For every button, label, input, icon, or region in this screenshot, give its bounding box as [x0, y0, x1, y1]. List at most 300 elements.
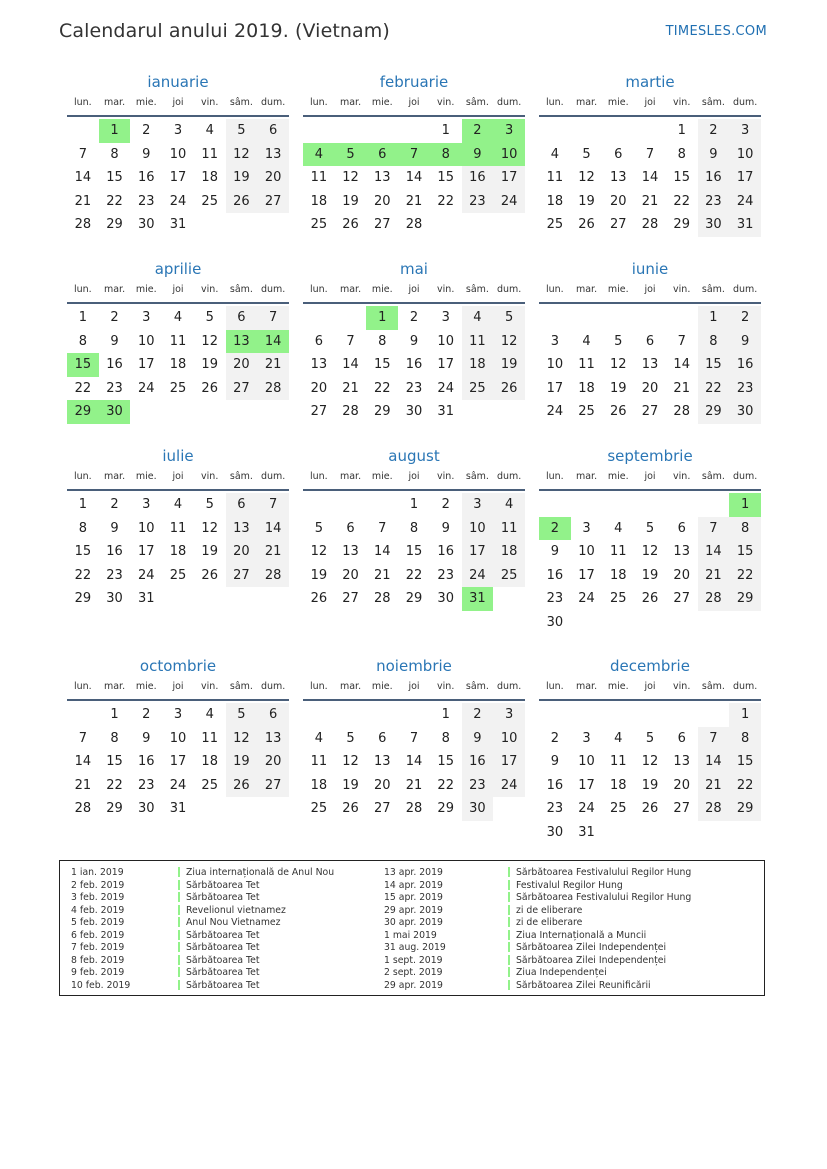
day-cell[interactable]: 6: [257, 119, 289, 143]
day-cell[interactable]: 6: [226, 306, 258, 330]
day-cell[interactable]: 27: [641, 404, 659, 419]
day-cell[interactable]: 15: [405, 544, 423, 559]
day-cell[interactable]: 25: [610, 591, 627, 606]
holiday-day-cell[interactable]: 2: [539, 517, 571, 541]
day-cell[interactable]: 18: [610, 567, 627, 583]
day-cell[interactable]: 2: [729, 306, 761, 330]
day-cell[interactable]: 22: [374, 380, 391, 396]
day-cell[interactable]: 26: [310, 591, 328, 606]
day-cell[interactable]: 19: [342, 777, 359, 793]
day-cell[interactable]: 29: [437, 801, 454, 816]
day-cell[interactable]: 24: [169, 193, 187, 209]
day-cell[interactable]: 4: [205, 123, 214, 138]
day-cell[interactable]: 25: [201, 777, 218, 793]
day-cell[interactable]: 10: [169, 146, 187, 162]
day-cell[interactable]: 16: [405, 357, 423, 372]
day-cell[interactable]: 26: [201, 380, 218, 396]
day-cell[interactable]: 7: [257, 306, 289, 330]
day-cell[interactable]: 4: [493, 493, 525, 517]
day-cell[interactable]: 13: [257, 143, 289, 167]
day-cell[interactable]: 24: [729, 190, 761, 214]
day-cell[interactable]: 5: [205, 310, 214, 325]
day-cell[interactable]: 17: [138, 357, 155, 372]
day-cell[interactable]: 20: [641, 380, 659, 396]
day-cell[interactable]: 2: [142, 707, 151, 722]
day-cell[interactable]: 8: [78, 333, 87, 349]
day-cell[interactable]: 10: [437, 333, 454, 349]
day-cell[interactable]: 18: [578, 380, 595, 396]
day-cell[interactable]: 25: [169, 380, 187, 396]
day-cell[interactable]: 8: [677, 146, 686, 162]
holiday-day-cell[interactable]: 6: [366, 143, 398, 167]
day-cell[interactable]: 18: [493, 540, 525, 564]
day-cell[interactable]: 17: [546, 380, 564, 396]
day-cell[interactable]: 17: [138, 544, 155, 559]
day-cell[interactable]: 15: [698, 353, 730, 377]
day-cell[interactable]: 18: [169, 544, 187, 559]
day-cell[interactable]: 9: [142, 146, 151, 162]
day-cell[interactable]: 14: [698, 750, 730, 774]
day-cell[interactable]: 19: [493, 353, 525, 377]
holiday-day-cell[interactable]: 9: [462, 143, 494, 167]
day-cell[interactable]: 10: [578, 544, 595, 559]
day-cell[interactable]: 27: [673, 591, 690, 606]
day-cell[interactable]: 14: [405, 170, 423, 185]
day-cell[interactable]: 16: [437, 544, 454, 559]
day-cell[interactable]: 10: [138, 520, 155, 536]
day-cell[interactable]: 7: [698, 727, 730, 751]
day-cell[interactable]: 1: [729, 703, 761, 727]
day-cell[interactable]: 20: [673, 777, 690, 793]
day-cell[interactable]: 24: [546, 404, 564, 419]
day-cell[interactable]: 17: [578, 567, 595, 583]
day-cell[interactable]: 29: [673, 217, 690, 232]
day-cell[interactable]: 3: [550, 333, 559, 349]
day-cell[interactable]: 19: [342, 193, 359, 209]
day-cell[interactable]: 4: [462, 306, 494, 330]
day-cell[interactable]: 6: [677, 730, 686, 746]
day-cell[interactable]: 20: [226, 540, 258, 564]
day-cell[interactable]: 7: [409, 730, 419, 746]
day-cell[interactable]: 8: [441, 730, 450, 746]
day-cell[interactable]: 26: [641, 801, 659, 816]
day-cell[interactable]: 2: [110, 497, 119, 512]
day-cell[interactable]: 9: [110, 333, 119, 349]
day-cell[interactable]: 22: [437, 777, 454, 793]
day-cell[interactable]: 14: [257, 517, 289, 541]
day-cell[interactable]: 26: [201, 567, 218, 583]
day-cell[interactable]: 10: [729, 143, 761, 167]
day-cell[interactable]: 21: [257, 540, 289, 564]
day-cell[interactable]: 15: [437, 754, 454, 769]
day-cell[interactable]: 30: [729, 400, 761, 424]
day-cell[interactable]: 8: [110, 146, 119, 162]
day-cell[interactable]: 24: [578, 591, 595, 606]
day-cell[interactable]: 4: [550, 146, 559, 162]
day-cell[interactable]: 21: [74, 193, 92, 209]
day-cell[interactable]: 26: [578, 217, 595, 232]
day-cell[interactable]: 31: [169, 801, 187, 816]
day-cell[interactable]: 30: [546, 824, 564, 840]
day-cell[interactable]: 15: [106, 170, 123, 185]
day-cell[interactable]: 20: [374, 777, 391, 793]
day-cell[interactable]: 18: [610, 777, 627, 793]
day-cell[interactable]: 28: [257, 564, 289, 588]
holiday-day-cell[interactable]: 7: [398, 143, 430, 167]
day-cell[interactable]: 28: [641, 217, 659, 232]
day-cell[interactable]: 15: [729, 540, 761, 564]
day-cell[interactable]: 3: [462, 493, 494, 517]
day-cell[interactable]: 4: [614, 730, 623, 746]
day-cell[interactable]: 23: [462, 774, 494, 798]
day-cell[interactable]: 12: [310, 544, 328, 559]
day-cell[interactable]: 5: [582, 146, 591, 162]
day-cell[interactable]: 13: [342, 544, 359, 559]
day-cell[interactable]: 9: [142, 730, 151, 746]
day-cell[interactable]: 19: [610, 380, 627, 396]
day-cell[interactable]: 28: [698, 797, 730, 821]
holiday-day-cell[interactable]: 30: [99, 400, 131, 424]
day-cell[interactable]: 16: [698, 166, 730, 190]
day-cell[interactable]: 2: [409, 310, 419, 325]
day-cell[interactable]: 23: [405, 380, 423, 396]
day-cell[interactable]: 21: [405, 193, 423, 209]
day-cell[interactable]: 15: [106, 754, 123, 769]
day-cell[interactable]: 13: [374, 754, 391, 769]
day-cell[interactable]: 14: [74, 170, 92, 185]
holiday-day-cell[interactable]: 8: [430, 143, 462, 167]
day-cell[interactable]: 15: [374, 357, 391, 372]
day-cell[interactable]: 26: [342, 217, 359, 232]
day-cell[interactable]: 11: [169, 520, 187, 536]
day-cell[interactable]: 24: [462, 564, 494, 588]
day-cell[interactable]: 23: [106, 380, 123, 396]
day-cell[interactable]: 11: [493, 517, 525, 541]
day-cell[interactable]: 5: [226, 119, 258, 143]
day-cell[interactable]: 23: [546, 591, 564, 606]
day-cell[interactable]: 2: [441, 497, 450, 512]
day-cell[interactable]: 18: [546, 193, 564, 209]
day-cell[interactable]: 12: [578, 170, 595, 185]
day-cell[interactable]: 20: [342, 567, 359, 583]
day-cell[interactable]: 6: [346, 520, 355, 536]
day-cell[interactable]: 14: [374, 544, 391, 559]
day-cell[interactable]: 12: [342, 170, 359, 185]
day-cell[interactable]: 16: [138, 170, 155, 185]
day-cell[interactable]: 25: [310, 217, 328, 232]
day-cell[interactable]: 13: [673, 544, 690, 559]
brand-logo[interactable]: TIMESLES.COM: [665, 24, 767, 39]
day-cell[interactable]: 19: [226, 166, 258, 190]
holiday-day-cell[interactable]: 10: [493, 143, 525, 167]
day-cell[interactable]: 5: [493, 306, 525, 330]
day-cell[interactable]: 10: [578, 754, 595, 769]
day-cell[interactable]: 2: [698, 119, 730, 143]
day-cell[interactable]: 27: [257, 190, 289, 214]
day-cell[interactable]: 19: [641, 567, 659, 583]
day-cell[interactable]: 7: [677, 333, 686, 349]
day-cell[interactable]: 3: [142, 497, 151, 512]
day-cell[interactable]: 8: [698, 330, 730, 354]
day-cell[interactable]: 5: [645, 730, 655, 746]
day-cell[interactable]: 9: [409, 333, 419, 349]
day-cell[interactable]: 20: [310, 380, 328, 396]
day-cell[interactable]: 3: [582, 520, 591, 536]
day-cell[interactable]: 11: [578, 357, 595, 372]
day-cell[interactable]: 25: [493, 564, 525, 588]
day-cell[interactable]: 6: [378, 730, 387, 746]
holiday-day-cell[interactable]: 31: [462, 587, 494, 611]
day-cell[interactable]: 25: [201, 193, 218, 209]
day-cell[interactable]: 4: [173, 497, 183, 512]
day-cell[interactable]: 16: [462, 166, 494, 190]
day-cell[interactable]: 25: [610, 801, 627, 816]
day-cell[interactable]: 1: [441, 123, 450, 138]
day-cell[interactable]: 9: [462, 727, 494, 751]
day-cell[interactable]: 21: [641, 193, 659, 209]
day-cell[interactable]: 21: [698, 774, 730, 798]
day-cell[interactable]: 20: [226, 353, 258, 377]
day-cell[interactable]: 19: [201, 357, 218, 372]
day-cell[interactable]: 10: [546, 357, 564, 372]
day-cell[interactable]: 30: [405, 404, 423, 419]
day-cell[interactable]: 29: [106, 217, 123, 232]
day-cell[interactable]: 28: [673, 404, 690, 419]
day-cell[interactable]: 7: [346, 333, 355, 349]
day-cell[interactable]: 3: [582, 730, 591, 746]
day-cell[interactable]: 20: [257, 750, 289, 774]
day-cell[interactable]: 17: [493, 166, 525, 190]
day-cell[interactable]: 11: [546, 170, 564, 185]
day-cell[interactable]: 24: [138, 567, 155, 583]
day-cell[interactable]: 22: [74, 567, 92, 583]
day-cell[interactable]: 4: [614, 520, 623, 536]
day-cell[interactable]: 23: [138, 193, 155, 209]
day-cell[interactable]: 3: [142, 310, 151, 325]
day-cell[interactable]: 31: [169, 217, 187, 232]
day-cell[interactable]: 10: [138, 333, 155, 349]
day-cell[interactable]: 16: [729, 353, 761, 377]
day-cell[interactable]: 17: [169, 170, 187, 185]
day-cell[interactable]: 28: [405, 801, 423, 816]
day-cell[interactable]: 9: [550, 754, 559, 769]
day-cell[interactable]: 8: [78, 520, 87, 536]
day-cell[interactable]: 6: [314, 333, 323, 349]
holiday-day-cell[interactable]: 29: [67, 400, 99, 424]
day-cell[interactable]: 27: [374, 217, 391, 232]
holiday-day-cell[interactable]: 1: [729, 493, 761, 517]
day-cell[interactable]: 23: [729, 377, 761, 401]
holiday-day-cell[interactable]: 13: [226, 330, 258, 354]
day-cell[interactable]: 21: [74, 777, 92, 793]
day-cell[interactable]: 30: [462, 797, 494, 821]
day-cell[interactable]: 10: [462, 517, 494, 541]
day-cell[interactable]: 17: [437, 357, 454, 372]
day-cell[interactable]: 22: [74, 380, 92, 396]
day-cell[interactable]: 4: [173, 310, 183, 325]
day-cell[interactable]: 17: [169, 754, 187, 769]
day-cell[interactable]: 20: [257, 166, 289, 190]
day-cell[interactable]: 30: [106, 591, 123, 606]
day-cell[interactable]: 22: [437, 193, 454, 209]
day-cell[interactable]: 6: [257, 703, 289, 727]
day-cell[interactable]: 19: [578, 193, 595, 209]
day-cell[interactable]: 24: [493, 190, 525, 214]
day-cell[interactable]: 31: [578, 824, 595, 840]
day-cell[interactable]: 20: [673, 567, 690, 583]
day-cell[interactable]: 28: [698, 587, 730, 611]
day-cell[interactable]: 19: [310, 567, 328, 583]
day-cell[interactable]: 14: [74, 754, 92, 769]
day-cell[interactable]: 10: [493, 727, 525, 751]
day-cell[interactable]: 22: [729, 564, 761, 588]
day-cell[interactable]: 24: [138, 380, 155, 396]
day-cell[interactable]: 28: [374, 591, 391, 606]
day-cell[interactable]: 29: [698, 400, 730, 424]
day-cell[interactable]: 5: [645, 520, 655, 536]
day-cell[interactable]: 12: [201, 520, 218, 536]
day-cell[interactable]: 24: [169, 777, 187, 793]
day-cell[interactable]: 14: [342, 357, 359, 372]
day-cell[interactable]: 21: [257, 353, 289, 377]
day-cell[interactable]: 29: [405, 591, 423, 606]
holiday-day-cell[interactable]: 14: [257, 330, 289, 354]
day-cell[interactable]: 5: [314, 520, 323, 536]
day-cell[interactable]: 9: [441, 520, 450, 536]
day-cell[interactable]: 18: [201, 754, 218, 769]
day-cell[interactable]: 13: [257, 727, 289, 751]
day-cell[interactable]: 23: [546, 801, 564, 816]
day-cell[interactable]: 22: [729, 774, 761, 798]
day-cell[interactable]: 26: [226, 190, 258, 214]
day-cell[interactable]: 27: [342, 591, 359, 606]
day-cell[interactable]: 9: [729, 330, 761, 354]
holiday-day-cell[interactable]: 2: [462, 119, 494, 143]
day-cell[interactable]: 5: [226, 703, 258, 727]
day-cell[interactable]: 13: [310, 357, 328, 372]
day-cell[interactable]: 16: [546, 567, 564, 583]
day-cell[interactable]: 7: [257, 493, 289, 517]
day-cell[interactable]: 12: [641, 754, 659, 769]
day-cell[interactable]: 9: [698, 143, 730, 167]
day-cell[interactable]: 7: [78, 730, 87, 746]
day-cell[interactable]: 16: [138, 754, 155, 769]
day-cell[interactable]: 1: [78, 310, 87, 325]
day-cell[interactable]: 8: [378, 333, 387, 349]
day-cell[interactable]: 22: [673, 193, 690, 209]
day-cell[interactable]: 1: [677, 123, 686, 138]
day-cell[interactable]: 2: [550, 730, 559, 746]
day-cell[interactable]: 12: [226, 143, 258, 167]
day-cell[interactable]: 3: [493, 703, 525, 727]
day-cell[interactable]: 22: [106, 777, 123, 793]
day-cell[interactable]: 4: [205, 707, 214, 722]
day-cell[interactable]: 11: [310, 754, 328, 769]
day-cell[interactable]: 31: [138, 591, 155, 606]
day-cell[interactable]: 14: [698, 540, 730, 564]
day-cell[interactable]: 8: [110, 730, 119, 746]
day-cell[interactable]: 20: [374, 193, 391, 209]
day-cell[interactable]: 30: [546, 614, 564, 630]
day-cell[interactable]: 12: [610, 357, 627, 372]
day-cell[interactable]: 18: [169, 357, 187, 372]
day-cell[interactable]: 15: [729, 750, 761, 774]
day-cell[interactable]: 26: [641, 591, 659, 606]
day-cell[interactable]: 25: [578, 404, 595, 419]
day-cell[interactable]: 31: [729, 213, 761, 237]
day-cell[interactable]: 3: [729, 119, 761, 143]
holiday-day-cell[interactable]: 15: [67, 353, 99, 377]
day-cell[interactable]: 16: [106, 544, 123, 559]
day-cell[interactable]: 14: [673, 357, 690, 372]
day-cell[interactable]: 21: [673, 380, 690, 396]
day-cell[interactable]: 17: [462, 540, 494, 564]
holiday-day-cell[interactable]: 1: [99, 119, 131, 143]
day-cell[interactable]: 27: [226, 564, 258, 588]
day-cell[interactable]: 11: [462, 330, 494, 354]
day-cell[interactable]: 11: [201, 730, 218, 746]
day-cell[interactable]: 28: [74, 801, 92, 816]
day-cell[interactable]: 28: [74, 217, 92, 232]
day-cell[interactable]: 9: [550, 544, 559, 559]
day-cell[interactable]: 5: [346, 730, 355, 746]
day-cell[interactable]: 18: [201, 170, 218, 185]
day-cell[interactable]: 22: [106, 193, 123, 209]
day-cell[interactable]: 25: [462, 377, 494, 401]
day-cell[interactable]: 13: [610, 170, 627, 185]
day-cell[interactable]: 29: [729, 797, 761, 821]
day-cell[interactable]: 19: [641, 777, 659, 793]
day-cell[interactable]: 21: [405, 777, 423, 793]
day-cell[interactable]: 18: [462, 353, 494, 377]
day-cell[interactable]: 21: [374, 567, 391, 583]
day-cell[interactable]: 29: [374, 404, 391, 419]
day-cell[interactable]: 1: [441, 707, 450, 722]
day-cell[interactable]: 4: [314, 730, 323, 746]
day-cell[interactable]: 11: [610, 754, 627, 769]
day-cell[interactable]: 28: [342, 404, 359, 419]
day-cell[interactable]: 27: [226, 377, 258, 401]
day-cell[interactable]: 25: [546, 217, 564, 232]
day-cell[interactable]: 25: [169, 567, 187, 583]
day-cell[interactable]: 13: [374, 170, 391, 185]
day-cell[interactable]: 31: [437, 404, 454, 419]
day-cell[interactable]: 26: [610, 404, 627, 419]
day-cell[interactable]: 15: [673, 170, 690, 185]
day-cell[interactable]: 11: [201, 146, 218, 162]
day-cell[interactable]: 7: [378, 520, 387, 536]
day-cell[interactable]: 17: [729, 166, 761, 190]
day-cell[interactable]: 12: [226, 727, 258, 751]
day-cell[interactable]: 27: [374, 801, 391, 816]
day-cell[interactable]: 27: [310, 404, 328, 419]
day-cell[interactable]: 28: [257, 377, 289, 401]
day-cell[interactable]: 2: [462, 703, 494, 727]
day-cell[interactable]: 11: [610, 544, 627, 559]
day-cell[interactable]: 15: [437, 170, 454, 185]
day-cell[interactable]: 1: [698, 306, 730, 330]
day-cell[interactable]: 26: [493, 377, 525, 401]
day-cell[interactable]: 23: [462, 190, 494, 214]
day-cell[interactable]: 19: [201, 544, 218, 559]
holiday-day-cell[interactable]: 5: [335, 143, 367, 167]
day-cell[interactable]: 20: [610, 193, 627, 209]
day-cell[interactable]: 11: [310, 170, 328, 185]
day-cell[interactable]: 10: [169, 730, 187, 746]
day-cell[interactable]: 2: [110, 310, 119, 325]
day-cell[interactable]: 24: [493, 774, 525, 798]
day-cell[interactable]: 26: [226, 774, 258, 798]
